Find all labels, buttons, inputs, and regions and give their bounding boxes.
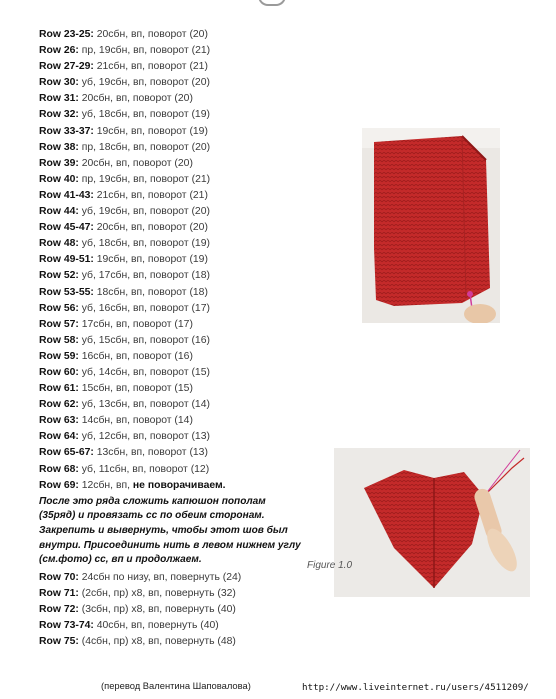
rows-top-list bbox=[39, 27, 301, 478]
pattern-row bbox=[39, 204, 301, 220]
pattern-row bbox=[39, 570, 301, 586]
row-label: Row 31: bbox=[39, 93, 79, 105]
pattern-row bbox=[39, 413, 301, 429]
row-label: Row 41-43: bbox=[39, 189, 94, 201]
row-label: Row 58: bbox=[39, 334, 79, 346]
row-label: Row 38: bbox=[39, 141, 79, 153]
row-label: Row 56: bbox=[39, 302, 79, 314]
pattern-row bbox=[39, 381, 301, 397]
row-label: Row 69: bbox=[39, 479, 79, 491]
row-label: Row 73-74: bbox=[39, 619, 94, 631]
pattern-row bbox=[39, 429, 301, 445]
pattern-row bbox=[39, 59, 301, 75]
row-text: уб, 17сбн, вп, поворот (18) bbox=[78, 270, 210, 282]
pattern-row bbox=[39, 220, 301, 236]
row-label: Row 49-51: bbox=[39, 254, 94, 266]
pattern-row bbox=[39, 107, 301, 123]
row-text: уб, 16сбн, вп, поворот (17) bbox=[78, 302, 210, 314]
pattern-row bbox=[39, 586, 301, 602]
pattern-row bbox=[39, 462, 301, 478]
row-text: уб, 18сбн, вп, поворот (19) bbox=[78, 109, 210, 121]
pattern-row bbox=[39, 140, 301, 156]
pattern-row bbox=[39, 268, 301, 284]
row-text: уб, 12сбн, вп, поворот (13) bbox=[78, 431, 210, 443]
pattern-row bbox=[39, 172, 301, 188]
translator-credit: (перевод Валентина Шаповалова) bbox=[101, 680, 251, 691]
row-text: уб, 13сбн, вп, поворот (14) bbox=[78, 399, 210, 411]
row-text: пр, 18сбн, вп, поворот (20) bbox=[78, 141, 211, 153]
row-label: Row 71: bbox=[39, 587, 79, 599]
row-label: Row 57: bbox=[39, 318, 79, 330]
row-69 bbox=[39, 478, 301, 494]
pattern-row bbox=[39, 445, 301, 461]
row-label: Row 23-25: bbox=[39, 29, 94, 40]
row-label: Row 32: bbox=[39, 109, 79, 121]
pattern-row bbox=[39, 397, 301, 413]
row-text: (2сбн, пр) х8, вп, повернуть (32) bbox=[78, 587, 236, 599]
pattern-row bbox=[39, 75, 301, 91]
row-text: 21сбн, вп, поворот (21) bbox=[93, 189, 208, 201]
top-bracket-mark bbox=[258, 0, 286, 6]
hood-flat-photo bbox=[362, 128, 500, 323]
pattern-row bbox=[39, 349, 301, 365]
pattern-row bbox=[39, 634, 301, 650]
row-label: Row 40: bbox=[39, 173, 79, 185]
row-label: Row 63: bbox=[39, 415, 79, 427]
pattern-row bbox=[39, 91, 301, 107]
row-label: Row 62: bbox=[39, 399, 79, 411]
row-text: 19сбн, вп, поворот (19) bbox=[93, 125, 208, 137]
pattern-row bbox=[39, 236, 301, 252]
pattern-row bbox=[39, 188, 301, 204]
row-label: Row 33-37: bbox=[39, 125, 94, 137]
row-text: уб, 19сбн, вп, поворот (20) bbox=[78, 77, 210, 89]
assembly-instruction: После это ряда сложить капюшон пополам (35ряд) и провязать сс по обеим сторонам. Закрепить и вывернуть, чтобы этот шов был внутри. Присоединить нить в левом нижнем углу (см.фото) сс, вп и продолжаем. bbox=[39, 495, 301, 566]
row-text: 19сбн, вп, поворот (19) bbox=[93, 254, 208, 266]
row-text: 40сбн, вп, повернуть (40) bbox=[93, 619, 219, 631]
row-label: Row 30: bbox=[39, 77, 79, 89]
row-text: уб, 11сбн, вп, поворот (12) bbox=[78, 463, 210, 475]
row-text: 20сбн, вп, поворот (20) bbox=[78, 93, 193, 105]
rows-bottom-list bbox=[39, 570, 301, 650]
row-text: 20сбн, вп, поворот (20) bbox=[78, 157, 193, 169]
pattern-row bbox=[39, 602, 301, 618]
row-label: Row 52: bbox=[39, 270, 79, 282]
row-label: Row 64: bbox=[39, 431, 79, 443]
row-label: Row 60: bbox=[39, 366, 79, 378]
row-text: 17сбн, вп, поворот (17) bbox=[78, 318, 193, 330]
row-text: (4сбн, пр) х8, вп, повернуть (48) bbox=[78, 636, 236, 648]
pattern-row bbox=[39, 27, 301, 43]
row-label: Row 65-67: bbox=[39, 447, 94, 459]
row-label: Row 70: bbox=[39, 571, 79, 583]
row-label: Row 68: bbox=[39, 463, 79, 475]
row-text: 12сбн, вп, bbox=[78, 479, 133, 491]
row-label: Row 61: bbox=[39, 383, 79, 395]
row-text: 15сбн, вп, поворот (15) bbox=[78, 383, 193, 395]
row-label: Row 48: bbox=[39, 238, 79, 250]
row-text: уб, 14сбн, вп, поворот (15) bbox=[78, 366, 210, 378]
row-text: 20сбн, вп, поворот (20) bbox=[93, 29, 208, 40]
pattern-row bbox=[39, 285, 301, 301]
row-text: уб, 19сбн, вп, поворот (20) bbox=[78, 206, 210, 218]
row-label: Row 45-47: bbox=[39, 222, 94, 234]
row-text: 21сбн, вп, поворот (21) bbox=[93, 61, 208, 73]
figure-caption: Figure 1.0 bbox=[307, 560, 353, 571]
row-label: Row 39: bbox=[39, 157, 79, 169]
pattern-row bbox=[39, 317, 301, 333]
pattern-row bbox=[39, 252, 301, 268]
pattern-row bbox=[39, 43, 301, 59]
row-text: 16сбн, вп, поворот (16) bbox=[78, 350, 193, 362]
row-text: пр, 19сбн, вп, поворот (21) bbox=[78, 173, 211, 185]
pattern-row bbox=[39, 365, 301, 381]
row-label: Row 59: bbox=[39, 350, 79, 362]
row-label: Row 72: bbox=[39, 603, 79, 615]
row-text: уб, 18сбн, вп, поворот (19) bbox=[78, 238, 210, 250]
row-text: уб, 15сбн, вп, поворот (16) bbox=[78, 334, 210, 346]
pattern-row bbox=[39, 124, 301, 140]
row-text: пр, 19сбн, вп, поворот (21) bbox=[78, 45, 211, 57]
row-text: 18сбн, вп, поворот (18) bbox=[93, 286, 208, 298]
row-label: Row 27-29: bbox=[39, 61, 94, 73]
row-label: Row 75: bbox=[39, 636, 79, 648]
row-label: Row 26: bbox=[39, 45, 79, 57]
row-text-bold: не поворачиваем. bbox=[132, 479, 226, 491]
source-url: http://www.liveinternet.ru/users/4511209/ bbox=[302, 682, 529, 693]
pattern-row bbox=[39, 301, 301, 317]
pattern-row bbox=[39, 618, 301, 634]
pattern-rows bbox=[39, 27, 301, 650]
hood-folded-photo bbox=[334, 448, 530, 597]
row-text: 13сбн, вп, поворот (13) bbox=[93, 447, 208, 459]
row-text: 24сбн по низу, вп, повернуть (24) bbox=[78, 571, 242, 583]
row-label: Row 44: bbox=[39, 206, 79, 218]
row-text: 14сбн, вп, поворот (14) bbox=[78, 415, 193, 427]
row-label: Row 53-55: bbox=[39, 286, 94, 298]
row-text: (3сбн, пр) х8, вп, повернуть (40) bbox=[78, 603, 236, 615]
pattern-row bbox=[39, 156, 301, 172]
row-text: 20сбн, вп, поворот (20) bbox=[93, 222, 208, 234]
pattern-row bbox=[39, 333, 301, 349]
